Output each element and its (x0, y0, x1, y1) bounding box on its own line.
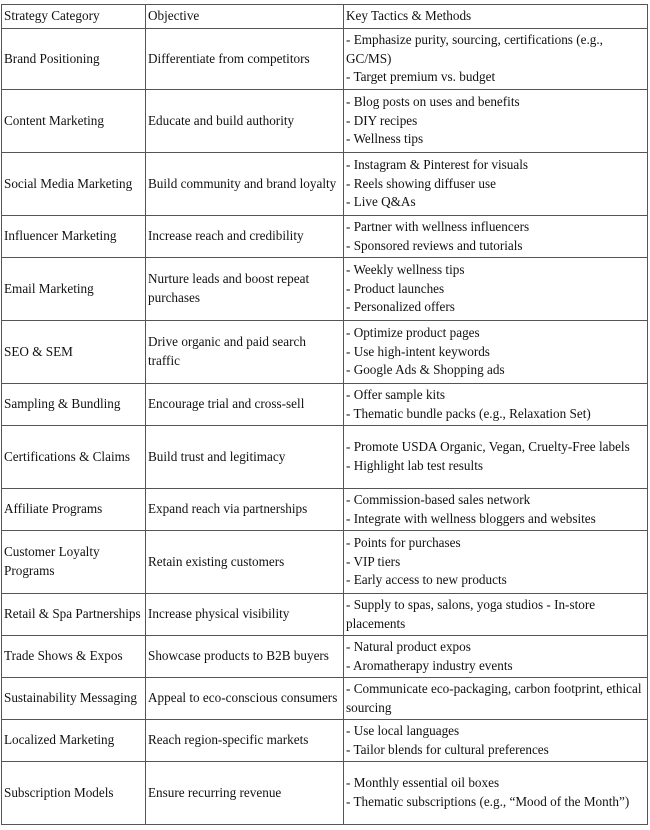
tactic-item: - Use high-intent keywords (346, 343, 490, 359)
table-row (2, 636, 648, 678)
tactic-item: - Weekly wellness tips (346, 261, 465, 277)
tactics-cell (344, 762, 648, 825)
tactic-item: - Blog posts on uses and benefits (346, 93, 520, 109)
objective-cell: Increase physical visibility (146, 594, 344, 636)
table-row (2, 321, 648, 384)
tactic-item: - Emphasize purity, sourcing, certifications (e.g., GC/MS) (346, 31, 603, 66)
tactics-cell (344, 426, 648, 489)
strategy-category-cell: Customer Loyalty Programs (2, 531, 146, 594)
tactic-item: - Target premium vs. budget (346, 69, 496, 85)
tactic-item: - Thematic bundle packs (e.g., Relaxation Set) (346, 405, 591, 421)
tactics-cell (344, 531, 648, 594)
strategy-category-cell: Retail & Spa Partnerships (2, 594, 146, 636)
tactic-item: - Communicate eco-packaging, carbon footprint, ethical sourcing (346, 680, 642, 715)
tactics-cell (344, 636, 648, 678)
tactic-item: - DIY recipes (346, 112, 418, 128)
tactics-cell (344, 594, 648, 636)
table-row (2, 594, 648, 636)
tactics-cell (344, 678, 648, 720)
strategy-category-cell: Influencer Marketing (2, 216, 146, 258)
table-row (2, 90, 648, 153)
tactic-item: - Highlight lab test results (346, 458, 483, 473)
tactic-item: - Points for purchases (346, 534, 461, 550)
objective-cell: Increase reach and credibility (146, 216, 344, 258)
objective-cell: Retain existing customers (146, 531, 344, 594)
table-row (2, 384, 648, 426)
tactic-item: - VIP tiers (346, 553, 401, 569)
table-row (2, 216, 648, 258)
tactic-item: - Aromatherapy industry events (346, 657, 513, 673)
tactic-item: - Partner with wellness influencers (346, 218, 530, 234)
tactic-item: - Personalized offers (346, 299, 455, 315)
strategy-category-cell: Trade Shows & Expos (2, 636, 146, 678)
objective-cell: Educate and build authority (146, 90, 344, 153)
tactic-item: - Tailor blends for cultural preferences (346, 741, 549, 757)
header-row (2, 5, 648, 29)
table-row (2, 426, 648, 489)
strategy-category-cell: Localized Marketing (2, 720, 146, 762)
tactic-item: - Integrate with wellness bloggers and websites (346, 510, 596, 526)
table-row (2, 531, 648, 594)
tactic-item: - Optimize product pages (346, 324, 480, 340)
objective-cell: Expand reach via partnerships (146, 489, 344, 531)
strategy-category-cell: Affiliate Programs (2, 489, 146, 531)
tactics-cell (344, 216, 648, 258)
tactics-cell (344, 720, 648, 762)
tactic-item: - Commission-based sales network (346, 491, 531, 507)
objective-cell: Build community and brand loyalty (146, 153, 344, 216)
objective-cell: Reach region-specific markets (146, 720, 344, 762)
tactic-item: - Supply to spas, salons, yoga studios - In-store placements (346, 596, 596, 631)
table-row (2, 489, 648, 531)
tactics-cell (344, 29, 648, 90)
tactic-item: - Product launches (346, 280, 445, 296)
strategy-category-cell: Content Marketing (2, 90, 146, 153)
strategy-category-cell: Social Media Marketing (2, 153, 146, 216)
header-key-tactics: Key Tactics & Methods (344, 5, 648, 29)
strategy-category-cell: Certifications & Claims (2, 426, 146, 489)
strategy-category-cell: Brand Positioning (2, 29, 146, 90)
strategy-category-cell: Sampling & Bundling (2, 384, 146, 426)
tactic-item: - Use local languages (346, 722, 460, 738)
objective-cell: Nurture leads and boost repeat purchases (146, 258, 344, 321)
objective-cell: Differentiate from competitors (146, 29, 344, 90)
objective-cell: Ensure recurring revenue (146, 762, 344, 825)
tactic-item: - Sponsored reviews and tutorials (346, 237, 523, 253)
tactic-item: - Reels showing diffuser use (346, 175, 496, 191)
tactic-item: - Monthly essential oil boxes (346, 775, 500, 791)
table-row (2, 678, 648, 720)
tactic-item: - Google Ads & Shopping ads (346, 362, 505, 378)
strategy-category-cell: Subscription Models (2, 762, 146, 825)
tactics-cell (344, 489, 648, 531)
tactic-item: - Instagram & Pinterest for visuals (346, 156, 529, 172)
tactic-item: - Promote USDA Organic, Vegan, Cruelty-Free labels (346, 439, 630, 455)
tactics-cell (344, 153, 648, 216)
objective-cell: Appeal to eco-conscious consumers (146, 678, 344, 720)
tactics-cell (344, 258, 648, 321)
tactic-item: - Natural product expos (346, 638, 471, 654)
tactic-item: - Thematic subscriptions (e.g., “Mood of the Month”) (346, 794, 630, 809)
objective-cell: Encourage trial and cross-sell (146, 384, 344, 426)
objective-cell: Showcase products to B2B buyers (146, 636, 344, 678)
table-row (2, 29, 648, 90)
header-objective: Objective (146, 5, 344, 29)
strategy-category-cell: SEO & SEM (2, 321, 146, 384)
strategy-category-cell: Sustainability Messaging (2, 678, 146, 720)
objective-cell: Drive organic and paid search traffic (146, 321, 344, 384)
tactic-item: - Offer sample kits (346, 386, 446, 402)
table-row (2, 720, 648, 762)
header-strategy-category: Strategy Category (2, 5, 146, 29)
objective-cell: Build trust and legitimacy (146, 426, 344, 489)
table-row (2, 153, 648, 216)
strategy-category-cell: Email Marketing (2, 258, 146, 321)
tactics-cell (344, 384, 648, 426)
table-row (2, 258, 648, 321)
tactic-item: - Wellness tips (346, 131, 424, 147)
strategy-table (1, 4, 648, 825)
tactics-cell (344, 90, 648, 153)
tactic-item: - Early access to new products (346, 572, 507, 588)
tactics-cell (344, 321, 648, 384)
table-row (2, 762, 648, 825)
tactic-item: - Live Q&As (346, 194, 416, 210)
